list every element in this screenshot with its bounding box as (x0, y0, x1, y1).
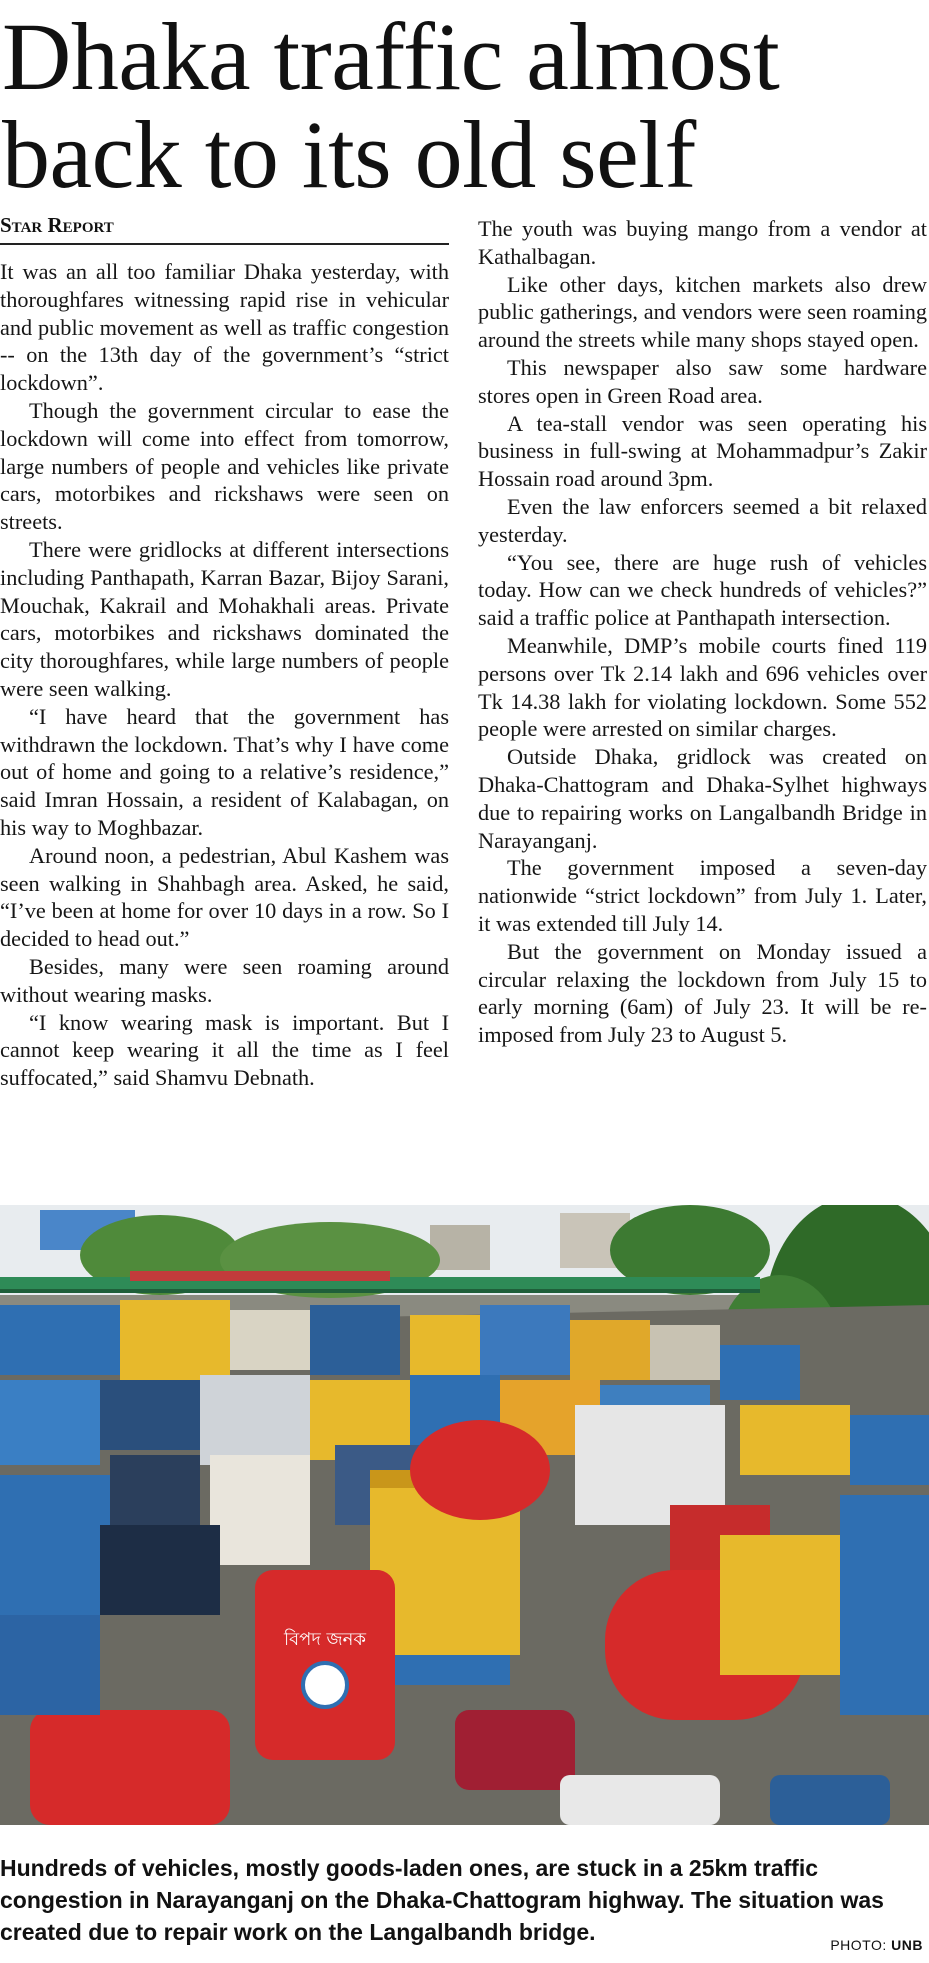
paragraph: “I have heard that the government has withdrawn the lockdown. That’s why I have come out of home and going to a relative’s residence,” said Imran Hossain, a resident of Kalabagan, on his way to Moghbazar. (0, 703, 449, 840)
paragraph: A tea-stall vendor was seen operating his business in full-swing at Mohammadpur’s Zakir Hossain road around 3pm. (478, 410, 927, 492)
car (560, 1775, 720, 1825)
photo-credit-label: PHOTO: (830, 1937, 887, 1953)
paragraph: “I know wearing mask is important. But I cannot keep wearing it all the time as I feel suffocated,” said Shamvu Debnath. (0, 1009, 449, 1091)
traffic-photo (0, 1205, 929, 1825)
paragraph: Around noon, a pedestrian, Abul Kashem was seen walking in Shahbagh area. Asked, he said, “I’ve been at home for over 10 days in a row. So I decided to head out.” (0, 842, 449, 952)
truck (740, 1405, 850, 1475)
paragraph: Besides, many were seen roaming around without wearing masks. (0, 953, 449, 1007)
headline-line-2: back to its old self (2, 101, 696, 208)
truck (200, 1375, 310, 1465)
truck (410, 1315, 480, 1375)
truck (0, 1305, 120, 1375)
red-tanker (410, 1420, 550, 1520)
truck (100, 1380, 200, 1450)
footbridge-banner (130, 1271, 390, 1281)
paragraph: Even the law enforcers seemed a bit relaxed yesterday. (478, 493, 927, 547)
truck (120, 1300, 230, 1380)
photo-credit (830, 1937, 923, 1953)
truck (720, 1345, 800, 1400)
byline: Star Report (0, 213, 449, 245)
truck (570, 1320, 650, 1380)
truck (0, 1380, 100, 1465)
paragraph: Though the government circular to ease the lockdown will come into effect from tomorrow, large numbers of people and vehicles like private cars, motorbikes and rickshaws were seen on streets. (0, 397, 449, 535)
blue-truck (840, 1495, 929, 1715)
paragraph: The youth was buying mango from a vendor at Kathalbagan. (478, 216, 927, 269)
car (770, 1775, 890, 1825)
truck (650, 1325, 720, 1380)
paragraph: It was an all too familiar Dhaka yesterday, with thoroughfares witnessing rapid rise in vehicular and public movement as well as traffic congestion -- on the 13th day of the government’s “strict lockdown”. (0, 259, 449, 396)
blue-truck (0, 1475, 110, 1615)
truck (310, 1305, 400, 1375)
car (455, 1710, 575, 1790)
headline-line-1: Dhaka traffic almost (2, 3, 780, 110)
paragraph: This newspaper also saw some hardware stores open in Green Road area. (478, 354, 927, 408)
paragraph: There were gridlocks at different intersections including Panthapath, Karran Bazar, Bijoy Sarani, Mouchak, Kakrail and Mohakhali areas. Private cars, motorbikes and rickshaws dominated the city thoroughfares, while large numbers of people were seen walking. (0, 536, 449, 701)
yellow-truck-cab (380, 1655, 510, 1685)
article-column-left (0, 258, 449, 1092)
paragraph: The government imposed a seven-day nationwide “strict lockdown” from July 1. Later, it was extended till July 14. (478, 855, 927, 936)
red-tanker (30, 1710, 230, 1825)
truck (850, 1415, 929, 1485)
paragraph: Like other days, kitchen markets also drew public gatherings, and vendors were seen roaming around the streets while many shops stayed open. (478, 271, 927, 353)
paragraph: Meanwhile, DMP’s mobile courts fined 119 persons over Tk 2.14 lakh and 696 vehicles over Tk 14.38 lakh for violating lockdown. Some 552 people were arrested on similar charges. (478, 632, 927, 742)
headline (2, 3, 922, 208)
tanker-logo (303, 1663, 347, 1707)
paragraph: Outside Dhaka, gridlock was created on Dhaka-Chattogram and Dhaka-Sylhet highways due to repairing works on Langalbandh Bridge in Narayanganj. (478, 744, 927, 853)
blue-truck (0, 1615, 100, 1715)
photo-credit-agency: UNB (891, 1937, 923, 1953)
footbridge-rail (0, 1289, 760, 1293)
paragraph: “You see, there are huge rush of vehicles today. How can we check hundreds of vehicles?” said a traffic police at Panthapath intersection. (478, 549, 927, 631)
yellow-truck (720, 1535, 840, 1675)
traffic-photo-illustration (0, 1205, 929, 1825)
tarp-covered-truck (210, 1455, 310, 1565)
truck (480, 1305, 570, 1375)
tanker-text: বিপদ জনক (283, 1629, 367, 1650)
paragraph: But the government on Monday issued a circular relaxing the lockdown from July 15 to early morning (6am) of July 23. It will be re-imposed from July 23 to August 5. (478, 938, 927, 1048)
photo-caption: Hundreds of vehicles, mostly goods-laden ones, are stuck in a 25km traffic congestion in Narayanganj on the Dhaka-Chattogram highway. The situation was created due to repair work on the Langalbandh bridge. (0, 1855, 884, 1945)
tarp-covered-truck (100, 1525, 220, 1615)
article-column-right (478, 215, 927, 1049)
bus (230, 1310, 310, 1370)
